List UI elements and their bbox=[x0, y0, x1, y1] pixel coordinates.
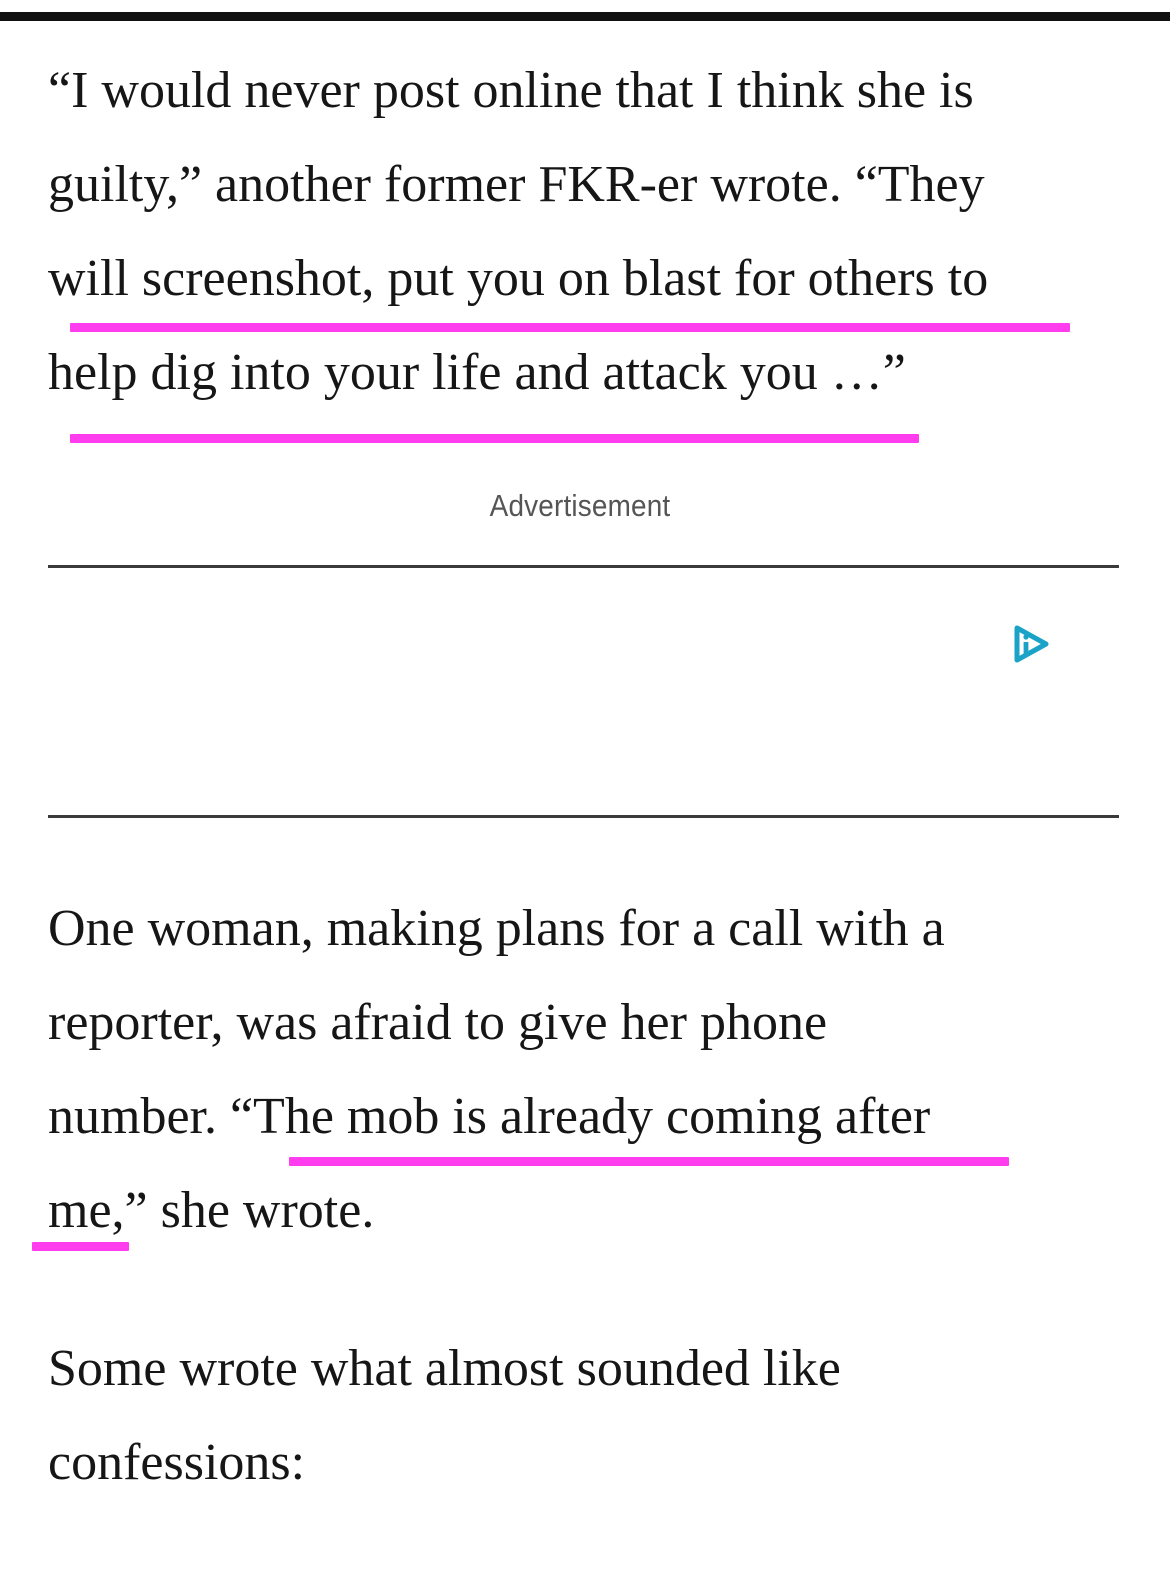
paragraph-quote-guilty bbox=[48, 44, 1128, 420]
ad-top-rule bbox=[48, 565, 1119, 568]
ad-bottom-rule bbox=[48, 815, 1119, 818]
paragraph-line: “I would never post online that I think she is bbox=[48, 62, 974, 119]
advertisement-label: Advertisement bbox=[489, 488, 671, 523]
paragraph-line: number. “The mob is already coming after bbox=[48, 1088, 931, 1145]
paragraph-line: me,” she wrote. bbox=[48, 1182, 375, 1239]
highlight-underline bbox=[70, 323, 1070, 332]
paragraph-line: Some wrote what almost sounded like bbox=[48, 1340, 841, 1397]
paragraph-line: reporter, was afraid to give her phone bbox=[48, 994, 828, 1051]
paragraph-mob bbox=[48, 882, 1128, 1258]
paragraph-confessions bbox=[48, 1322, 1128, 1510]
highlight-underline bbox=[70, 434, 919, 443]
top-divider bbox=[0, 12, 1170, 21]
adchoices-icon[interactable] bbox=[1010, 624, 1050, 664]
paragraph-line: guilty,” another former FKR-er wrote. “They bbox=[48, 156, 985, 213]
paragraph-line: help dig into your life and attack you …” bbox=[48, 344, 906, 401]
paragraph-line: confessions: bbox=[48, 1434, 306, 1491]
advertisement-slot[interactable] bbox=[48, 570, 1119, 816]
paragraph-line: One woman, making plans for a call with a bbox=[48, 900, 945, 957]
highlight-underline bbox=[289, 1157, 1009, 1166]
paragraph-line: will screenshot, put you on blast for others to bbox=[48, 250, 989, 307]
highlight-underline bbox=[32, 1242, 129, 1251]
